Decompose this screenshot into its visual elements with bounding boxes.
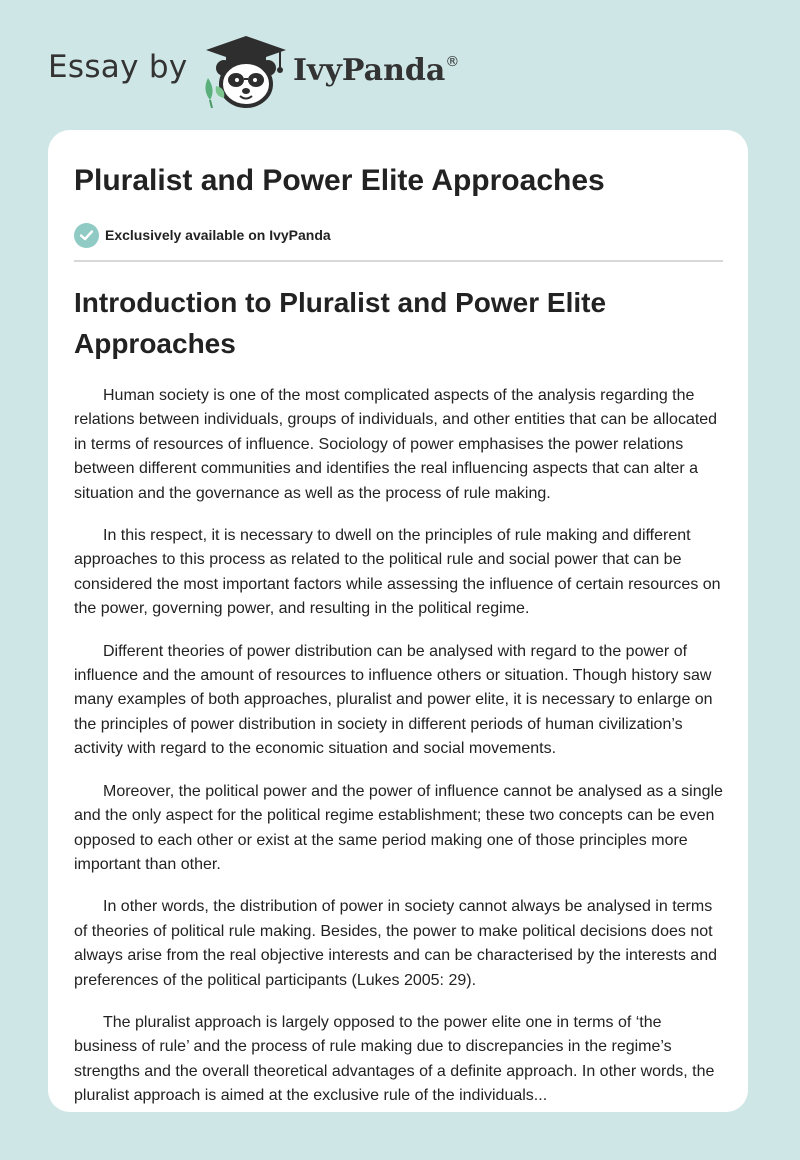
article-card bbox=[48, 130, 748, 1112]
paragraph: In this respect, it is necessary to dwell on the principles of rule making and different approaches to this process as related to the political rule and social power that can be considered the most important factors while assessing the influence of certain resources on the power, governing power, and resulting in the political regime. bbox=[74, 527, 721, 618]
page-title: Pluralist and Power Elite Approaches bbox=[74, 164, 605, 197]
brand-label: IvyPanda bbox=[293, 53, 446, 88]
paragraph: Human society is one of the most complicated aspects of the analysis regarding the relations between individuals, groups of individuals, and other entities that can be allocated in terms of resources of influence. Sociology of power emphasises the power relations between different communities and identifies the real influencing aspects that can alter a situation and the governance as well as the process of rule making. bbox=[74, 387, 718, 502]
panda-logo-icon[interactable] bbox=[200, 34, 292, 108]
divider bbox=[74, 260, 723, 262]
check-circle-icon bbox=[74, 223, 99, 248]
exclusive-badge-label: Exclusively available on IvyPanda bbox=[105, 227, 331, 243]
paragraph: In other words, the distribution of power in society cannot always be analysed in terms of theories of political rule making. Besides, the power to make political decisions does not always arise from the real objective interests and can be characterised by the interests and preferences of the political participants (Lukes 2005: 29). bbox=[74, 898, 717, 989]
article-body bbox=[74, 384, 723, 1112]
exclusive-badge bbox=[74, 222, 331, 248]
essay-by-label: Essay by bbox=[48, 49, 188, 85]
registered-mark: ® bbox=[445, 54, 460, 70]
section-heading: Introduction to Pluralist and Power Elite Approaches bbox=[74, 287, 607, 359]
site-header bbox=[0, 0, 800, 130]
paragraph: The pluralist approach is largely opposed to the power elite one in terms of ‘the business of rule’ and the process of rule making due to discrepancies in the regime’s strengths and the overall theoretical advantages of a definite approach. In other words, the pluralist approach is aimed at the exclusive rule of the individuals... bbox=[74, 1013, 715, 1105]
paragraph: Moreover, the political power and the power of influence cannot be analysed as a single and the only aspect for the political regime establishment; these two concepts can be even opposed to each other or exist at the same period making one of those principles more important than other. bbox=[74, 782, 723, 873]
paragraph: Different theories of power distribution can be analysed with regard to the power of influence and the amount of resources to influence others or situation. Though history saw many examples of both approaches, pluralist and power elite, it is necessary to enlarge on the principles of power distribution in society in different periods of human civilization’s activity with regard to the economic situation and social movements. bbox=[74, 642, 713, 758]
brand-name[interactable] bbox=[293, 53, 459, 88]
